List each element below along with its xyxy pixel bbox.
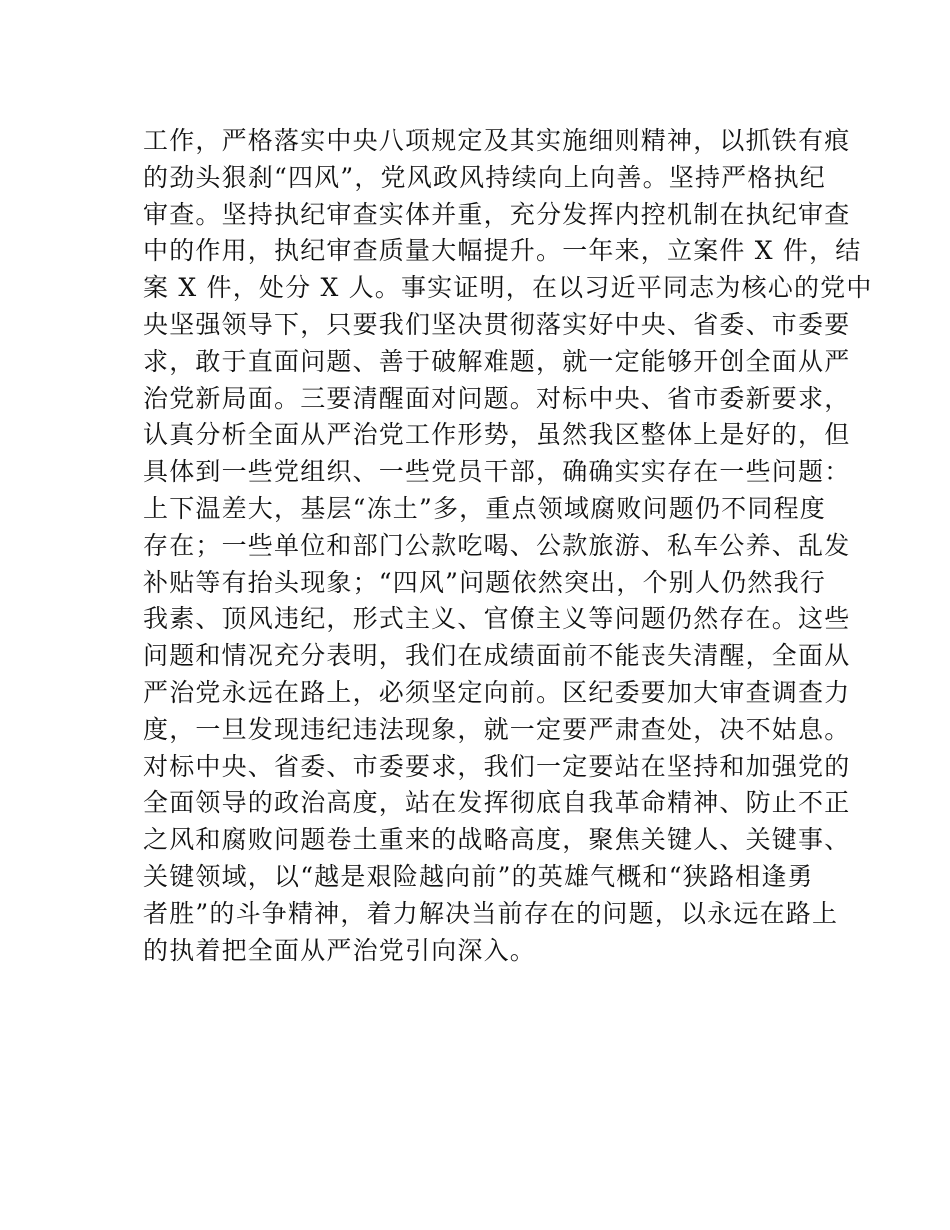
body-paragraph: [143, 123, 873, 969]
text-line: 补贴等有抬头现象；“四风”问题依然突出，个别人仍然我行: [143, 567, 826, 597]
text-line: 上下温差大，基层“冻土”多，重点领域腐败问题仍不同程度: [143, 493, 826, 523]
text-line: 之风和腐败问题卷土重来的战略高度，聚焦关键人、关键事、: [143, 825, 851, 855]
text-line: 对标中央、省委、市委要求，我们一定要站在坚持和加强党的: [143, 751, 851, 781]
text-line: 关键领域，以“越是艰险越向前”的英雄气概和“狭路相逢勇: [143, 861, 814, 891]
text-line: 具体到一些党组织、一些党员干部，确确实实存在一些问题：: [143, 457, 851, 487]
text-line: 央坚强领导下，只要我们坚决贯彻落实好中央、省委、市委要: [143, 309, 851, 339]
text-line: 治党新局面。三要清醒面对问题。对标中央、省市委新要求，: [143, 383, 851, 413]
text-line: 认真分析全面从严治党工作形势，虽然我区整体上是好的，但: [143, 420, 851, 450]
text-line: 的劲头狠刹“四风”，党风政风持续向上向善。坚持严格执纪: [143, 162, 826, 192]
text-line: 中的作用，执纪审查质量大幅提升。一年来，立案件 X 件，结: [143, 236, 862, 266]
text-line: 存在；一些单位和部门公款吃喝、公款旅游、私车公养、乱发: [143, 530, 851, 560]
text-line: 审查。坚持执纪审查实体并重，充分发挥内控机制在执纪审查: [143, 199, 851, 229]
text-line: 严治党永远在路上，必须坚定向前。区纪委要加大审查调查力: [143, 677, 851, 707]
text-line: 全面领导的政治高度，站在发挥彻底自我革命精神、防止不正: [143, 788, 851, 818]
text-line: 案 X 件，处分 X 人。事实证明，在以习近平同志为核心的党中: [143, 273, 873, 303]
text-line: 求，敢于直面问题、善于破解难题，就一定能够开创全面从严: [143, 346, 851, 376]
text-line: 我素、顶风违纪，形式主义、官僚主义等问题仍然存在。这些: [143, 604, 851, 634]
text-line: 问题和情况充分表明，我们在成绩面前不能丧失清醒，全面从: [143, 641, 851, 671]
text-line: 者胜”的斗争精神，着力解决当前存在的问题，以永远在路上: [143, 898, 839, 928]
text-line: 工作，严格落实中央八项规定及其实施细则精神，以抓铁有痕: [143, 126, 851, 155]
text-line: 度，一旦发现违纪违法现象，就一定要严肃查处，决不姑息。: [143, 714, 851, 744]
text-line: 的执着把全面从严治党引向深入。: [143, 935, 537, 965]
